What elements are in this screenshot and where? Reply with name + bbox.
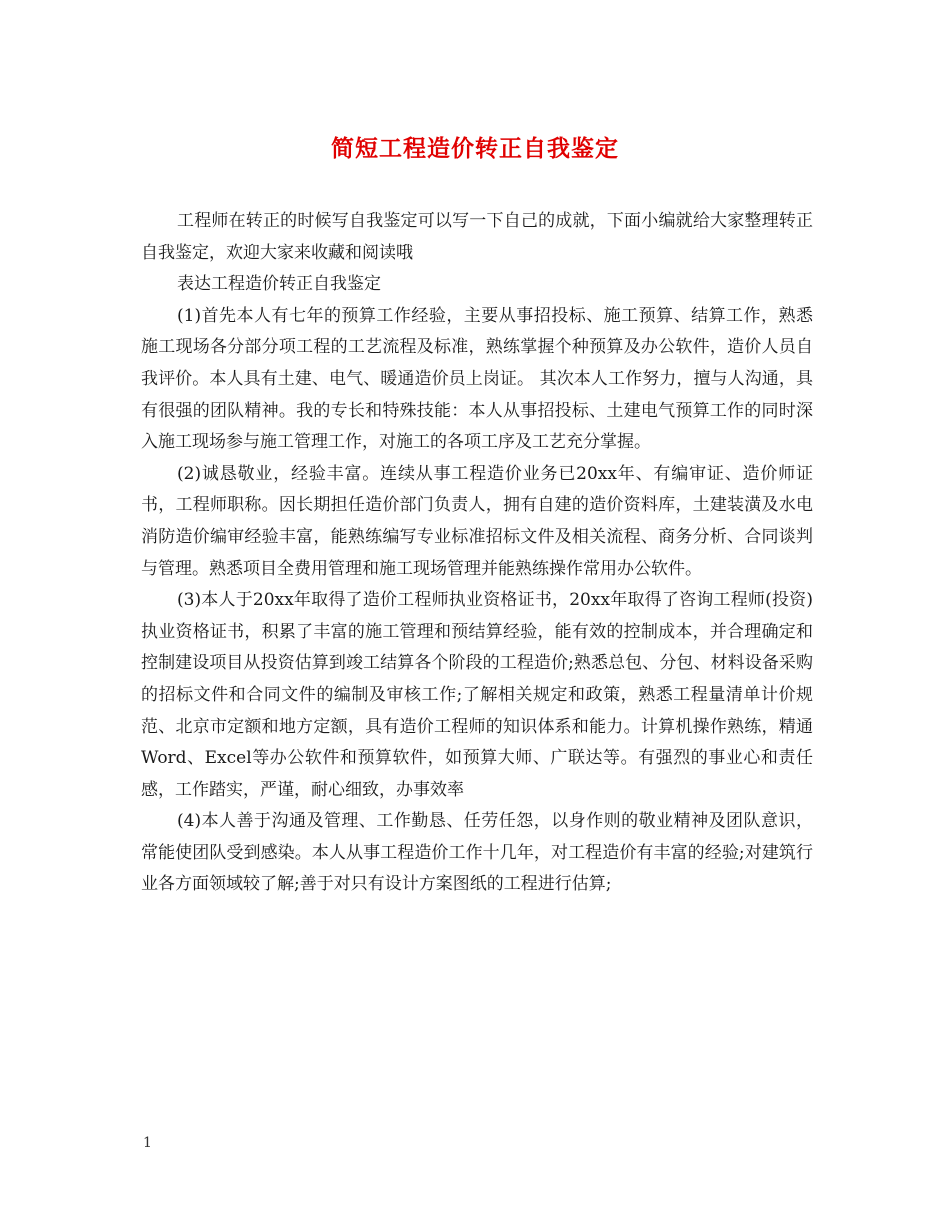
section-heading: 表达工程造价转正自我鉴定 [177, 274, 381, 295]
intro-paragraph: 工程师在转正的时候写自我鉴定可以写一下自己的成就，下面小编就给大家整理转正自我鉴定，欢迎大家来收藏和阅读哦 [141, 211, 813, 263]
page-number: 1 [143, 1135, 152, 1151]
paragraph-3: (3)本人于20xx年取得了造价工程师执业资格证书，20xx年取得了咨询工程师(投资)执业资格证书，积累了丰富的施工管理和预结算经验，能有效的控制成本，并合理确定和控制建设项目从投资估算到竣工结算各个阶段的工程造价;熟悉总包、分包、材料设备采购的招标文件和合同文件的编制及审核工作;了解相关规定和政策，熟悉工程量清单计价规范、北京市定额和地方定额，具有造价工程师的知识体系和能力。计算机操作熟练，精通Word、Excel等办公软件和预算软件，如预算大师、广联达等。有强烈的事业心和责任感，工作踏实，严谨，耐心细致，办事效率 [141, 590, 813, 800]
paragraph-2: (2)诚恳敬业，经验丰富。连续从事工程造价业务已20xx年、有编审证、造价师证书，工程师职称。因长期担任造价部门负责人，拥有自建的造价资料库，土建装潢及水电消防造价编审经验丰富，能熟练编写专业标准招标文件及相关流程、商务分析、合同谈判与管理。熟悉项目全费用管理和施工现场管理并能熟练操作常用办公软件。 [141, 463, 813, 579]
paragraph-4: (4)本人善于沟通及管理、工作勤恳、任劳任怨，以身作则的敬业精神及团队意识，常能使团队受到感染。本人从事工程造价工作十几年，对工程造价有丰富的经验;对建筑行业各方面领域较了解;善于对只有设计方案图纸的工程进行估算; [141, 811, 813, 895]
document-body [141, 206, 813, 901]
document-title: 简短工程造价转正自我鉴定 [331, 135, 619, 162]
paragraph-1: (1)首先本人有七年的预算工作经验，主要从事招投标、施工预算、结算工作，熟悉施工现场各分部分项工程的工艺流程及标准，熟练掌握个种预算及办公软件，造价人员自我评价。本人具有土建、电气、暖通造价员上岗证。 其次本人工作努力，擅与人沟通，具有很强的团队精神。我的专长和特殊技能：本人从事招投标、土建电气预算工作的同时深入施工现场参与施工管理工作，对施工的各项工序及工艺充分掌握。 [141, 305, 813, 453]
